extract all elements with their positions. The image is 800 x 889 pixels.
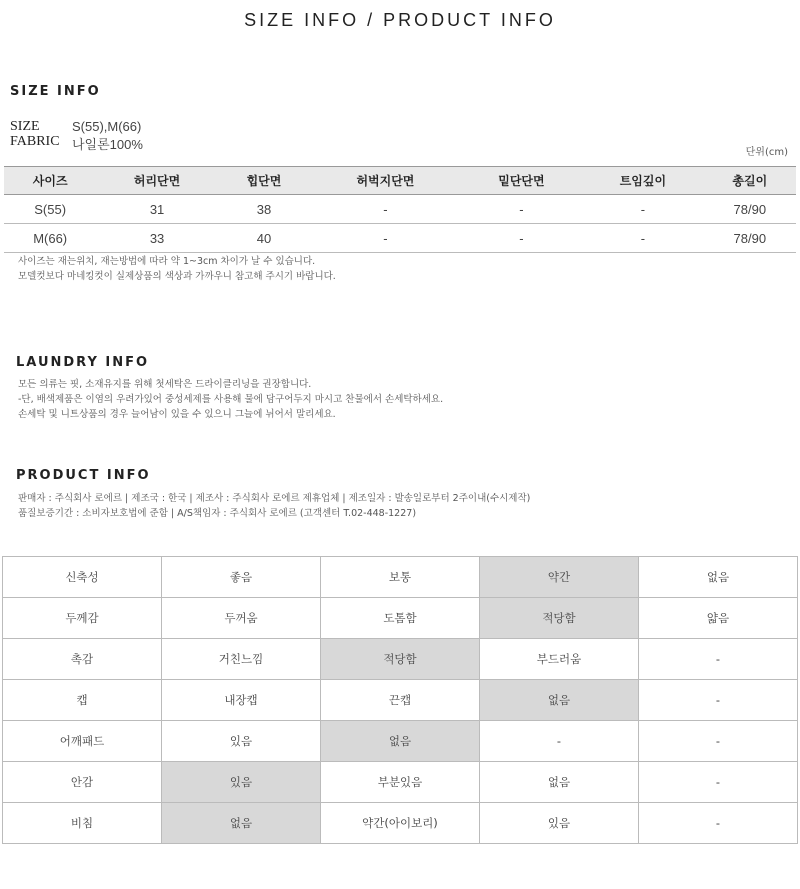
property-option: - (639, 680, 798, 721)
property-option: 약간(아이보리) (321, 803, 480, 844)
property-option: 거친느낌 (162, 639, 321, 680)
table-cell: S(55) (4, 195, 96, 224)
table-cell: 31 (96, 195, 217, 224)
property-option-selected: 있음 (162, 762, 321, 803)
col-header: 총길이 (704, 167, 796, 195)
property-label: 비침 (3, 803, 162, 844)
table-cell: 33 (96, 224, 217, 253)
table-cell: 78/90 (704, 195, 796, 224)
size-label: SIZE (10, 119, 40, 134)
col-header: 사이즈 (4, 167, 96, 195)
property-option: 끈캡 (321, 680, 480, 721)
page-title: SIZE INFO / PRODUCT INFO (244, 10, 556, 30)
table-cell: 78/90 (704, 224, 796, 253)
property-option-selected: 없음 (162, 803, 321, 844)
property-option: - (639, 721, 798, 762)
table-cell: - (582, 224, 703, 253)
table-cell: - (582, 195, 703, 224)
property-row (3, 598, 798, 639)
product-line: 판매자 : 주식회사 로에르 | 제조국 : 한국 | 제조사 : 주식회사 로에르 제휴업체 | 제조일자 : 발송일로부터 2주이내(수시제작) (18, 493, 531, 504)
table-row (4, 195, 796, 224)
property-option-selected: 적당함 (321, 639, 480, 680)
table-row (4, 224, 796, 253)
table-cell: - (461, 224, 582, 253)
property-option: 있음 (480, 803, 639, 844)
size-value: S(55),M(66) (72, 119, 142, 134)
col-header: 힙단면 (218, 167, 310, 195)
property-option: - (639, 803, 798, 844)
col-header: 밑단단면 (461, 167, 582, 195)
property-row (3, 557, 798, 598)
size-note-line: 사이즈는 재는위치, 재는방법에 따라 약 1~3cm 차이가 날 수 있습니다. (18, 256, 316, 267)
col-header: 허리단면 (96, 167, 217, 195)
property-option: - (639, 639, 798, 680)
product-line: 품질보증기간 : 소비자보호법에 준함 | A/S책임자 : 주식회사 로에르 (고객센터 T.02-448-1227) (18, 508, 417, 519)
table-cell: 40 (218, 224, 310, 253)
table-cell: M(66) (4, 224, 96, 253)
property-option: 두꺼움 (162, 598, 321, 639)
size-note-line: 모델컷보다 마네킹컷이 실제상품의 색상과 가까우니 참고해 주시기 바랍니다. (18, 271, 336, 282)
laundry-text (18, 377, 443, 422)
property-option: 부분있음 (321, 762, 480, 803)
laundry-info-heading: LAUNDRY INFO (16, 355, 150, 370)
col-header: 트임깊이 (582, 167, 703, 195)
laundry-line: 손세탁 및 니트상품의 경우 늘어남이 있을 수 있으니 그늘에 뉘어서 말리세요. (18, 409, 336, 420)
property-label: 캡 (3, 680, 162, 721)
size-table (4, 166, 796, 253)
property-label: 촉감 (3, 639, 162, 680)
property-option-selected: 없음 (480, 680, 639, 721)
property-option: 없음 (480, 762, 639, 803)
property-label: 어깨패드 (3, 721, 162, 762)
property-label: 안감 (3, 762, 162, 803)
table-cell: - (310, 195, 461, 224)
product-text (18, 491, 530, 521)
property-row (3, 680, 798, 721)
property-option-selected: 적당함 (480, 598, 639, 639)
fabric-value: 나일론100% (72, 137, 143, 152)
property-row (3, 762, 798, 803)
table-cell: - (461, 195, 582, 224)
laundry-line: -단, 배색제품은 이염의 우려가있어 중성세제를 사용해 물에 담구어두지 마시고 찬물에서 손세탁하세요. (18, 394, 444, 405)
property-option: 좋음 (162, 557, 321, 598)
property-option: 없음 (639, 557, 798, 598)
unit-label: 단위(cm) (745, 147, 788, 158)
property-label: 신축성 (3, 557, 162, 598)
property-option: 있음 (162, 721, 321, 762)
property-option-selected: 없음 (321, 721, 480, 762)
size-table-header (4, 167, 796, 195)
property-row (3, 639, 798, 680)
property-option: 부드러움 (480, 639, 639, 680)
property-option-selected: 약간 (480, 557, 639, 598)
property-option: 보통 (321, 557, 480, 598)
property-option: 도톰함 (321, 598, 480, 639)
size-info-heading: SIZE INFO (10, 84, 101, 99)
table-cell: 38 (218, 195, 310, 224)
property-option: 얇음 (639, 598, 798, 639)
product-info-heading: PRODUCT INFO (16, 468, 151, 483)
col-header: 허벅지단면 (310, 167, 461, 195)
fabric-label: FABRIC (10, 134, 60, 149)
property-table (2, 556, 798, 844)
table-cell: - (310, 224, 461, 253)
property-option: 내장캡 (162, 680, 321, 721)
property-label: 두께감 (3, 598, 162, 639)
size-notes (18, 254, 336, 284)
property-option: - (639, 762, 798, 803)
property-option: - (480, 721, 639, 762)
property-row (3, 803, 798, 844)
laundry-line: 모든 의류는 핏, 소재유지를 위해 첫세탁은 드라이클리닝을 권장합니다. (18, 379, 312, 390)
property-row (3, 721, 798, 762)
